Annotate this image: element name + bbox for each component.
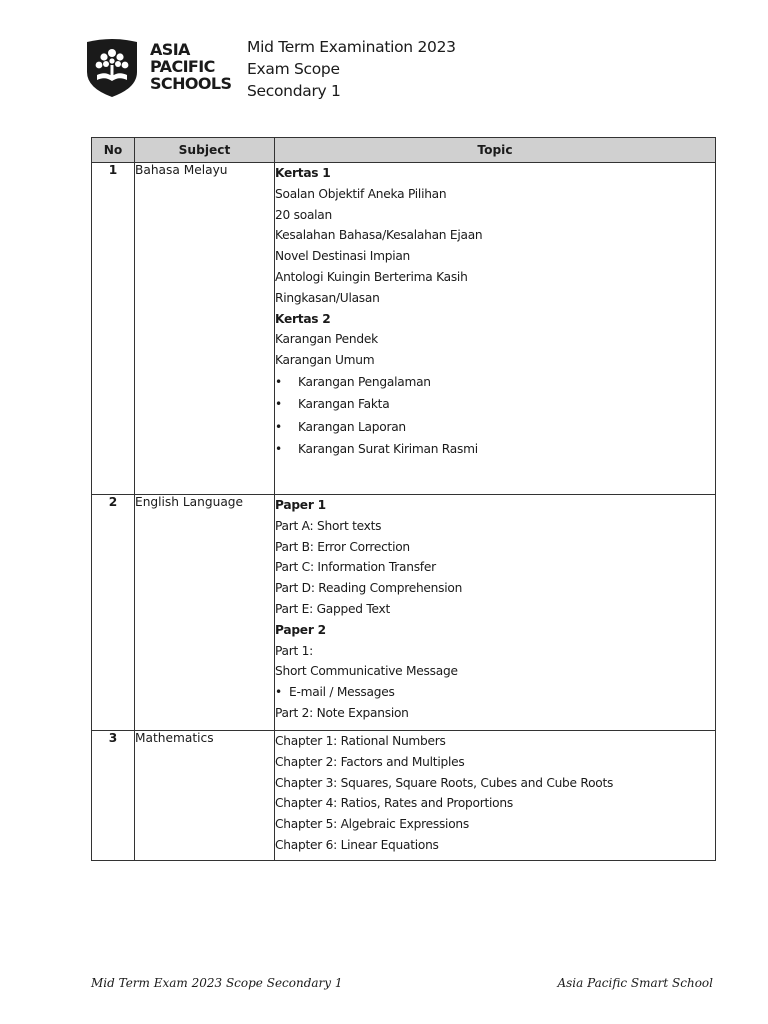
logo-line-2: PACIFIC [150,57,215,76]
row-topics [275,495,716,731]
topic-item: Chapter 3: Squares, Square Roots, Cubes and Cube Roots [275,775,614,790]
topic-heading: Kertas 1 [275,166,331,180]
topic-item: Karangan Umum [275,353,375,368]
topic-item: Antologi Kuingin Berterima Kasih [275,269,468,284]
topic-item: Novel Destinasi Impian [275,249,411,264]
topic-item: Chapter 4: Ratios, Rates and Proportions [275,796,513,811]
topic-item: Part D: Reading Comprehension [275,581,463,596]
table-row [92,731,716,861]
topic-heading: Paper 1 [275,498,326,512]
topic-item: Chapter 5: Algebraic Expressions [275,817,469,832]
topic-heading: Kertas 2 [275,311,331,326]
bullet-item [275,438,715,461]
topic-item: Short Communicative Message [275,664,458,679]
bullet-text: Karangan Surat Kiriman Rasmi [298,442,478,457]
bullet-item [275,682,715,703]
document-titles [247,36,456,102]
column-header-subject: Subject [135,138,275,163]
bullet-item [275,371,715,394]
topic-item: Ringkasan/Ulasan [275,290,380,305]
topic-item: Part B: Error Correction [275,539,410,554]
bullet-icon: • [275,442,282,457]
table-row [92,163,716,495]
exam-subtitle: Exam Scope [247,60,340,78]
row-topics [275,731,716,861]
topic-item: Part A: Short texts [275,518,382,533]
topic-item: Part 1: [275,643,314,658]
topic-item: Chapter 1: Rational Numbers [275,734,446,748]
exam-scope-table [91,137,716,861]
bullet-icon: • [275,374,282,389]
topic-item: Kesalahan Bahasa/Kesalahan Ejaan [275,228,483,243]
logo-line-1: ASIA [150,40,190,59]
row-subject: English Language [135,495,275,731]
school-logo [85,38,245,98]
logo-wordmark [150,41,231,92]
topic-item: Chapter 2: Factors and Multiples [275,754,465,769]
exam-level: Secondary 1 [247,82,341,100]
bullet-text: Karangan Laporan [298,419,406,434]
footer-school-name: Asia Pacific Smart School [557,976,713,990]
row-number: 2 [92,495,135,731]
bullet-icon: • [275,685,282,700]
logo-line-3: SCHOOLS [150,74,232,93]
table-header-row [92,138,716,163]
bullet-icon: • [275,397,282,412]
bullet-text: Karangan Fakta [298,397,390,412]
bullet-item [275,393,715,416]
footer-document-name: Mid Term Exam 2023 Scope Secondary 1 [91,976,343,990]
row-number: 3 [92,731,135,861]
topic-heading: Paper 2 [275,622,326,637]
row-subject: Mathematics [135,731,275,861]
column-header-no: No [92,138,135,163]
topic-item: Part C: Information Transfer [275,560,436,575]
topic-item: Chapter 6: Linear Equations [275,837,439,852]
topic-item: Soalan Objektif Aneka Pilihan [275,186,447,201]
page-header [85,36,685,102]
bullet-item [275,416,715,439]
tree-shield-icon [85,38,139,98]
row-number: 1 [92,163,135,495]
bullet-text: E-mail / Messages [289,685,395,700]
topic-item: Part 2: Note Expansion [275,706,409,721]
topic-item: 20 soalan [275,207,332,222]
row-topics [275,163,716,495]
exam-title: Mid Term Examination 2023 [247,38,456,56]
bullet-icon: • [275,419,282,434]
row-subject: Bahasa Melayu [135,163,275,495]
topic-item: Part E: Gapped Text [275,601,391,616]
column-header-topic: Topic [275,138,716,163]
bullet-text: Karangan Pengalaman [298,374,431,389]
topic-item: Karangan Pendek [275,332,378,347]
table-row [92,495,716,731]
